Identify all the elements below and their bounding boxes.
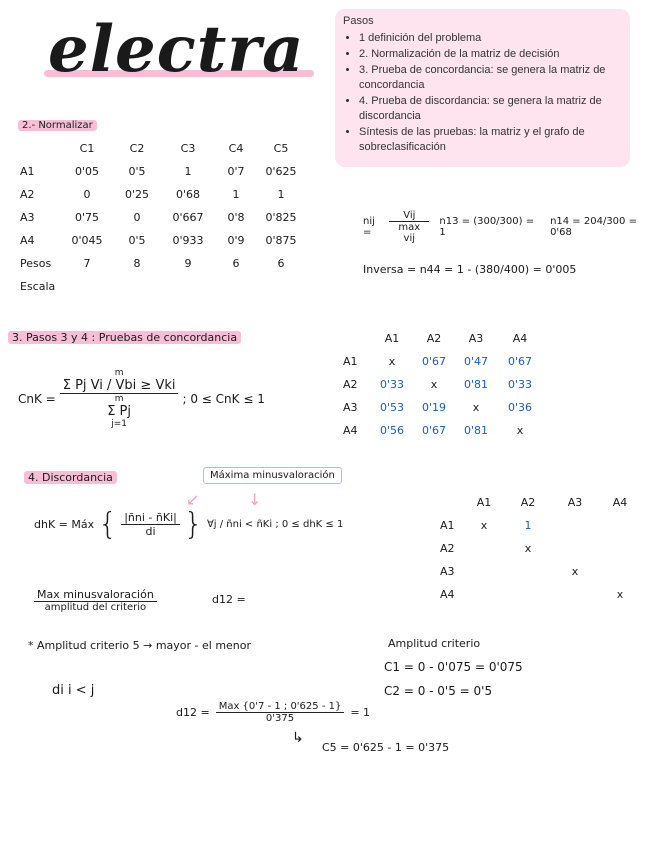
table-row <box>343 373 543 396</box>
table-row <box>440 583 642 606</box>
steps-panel <box>335 9 630 167</box>
table-cell: 0'67 <box>507 355 533 368</box>
ratio-definition <box>34 588 157 613</box>
row-label: A3 <box>20 211 35 224</box>
formula-fraction <box>60 368 179 429</box>
table-cell: 0'045 <box>71 234 103 247</box>
table-cell: 0'81 <box>463 424 489 437</box>
table-row <box>20 252 304 275</box>
table-cell: 6 <box>232 257 240 270</box>
row-label: A2 <box>20 188 35 201</box>
table-cell: 0'36 <box>507 401 533 414</box>
table-row <box>440 514 642 537</box>
table-cell: 0'19 <box>421 401 447 414</box>
table-cell: 0'875 <box>265 234 297 247</box>
column-header: A1 <box>384 332 400 345</box>
table-cell: x <box>524 542 532 555</box>
table-cell: x <box>516 424 524 437</box>
table-cell <box>504 583 552 606</box>
amplitude-line: C1 = 0 - 0'075 = 0'075 <box>384 660 523 674</box>
formula-fraction <box>121 511 180 538</box>
table-cell: x <box>616 588 624 601</box>
normalization-formula <box>363 210 656 244</box>
table-cell: 0'5 <box>128 234 146 247</box>
table-cell <box>464 583 504 606</box>
table-row <box>440 560 642 583</box>
table-cell: x <box>472 401 480 414</box>
table-cell <box>598 560 642 583</box>
section-4-heading: 4. Discordancia <box>24 471 117 484</box>
formula-result: = 1 <box>350 706 371 719</box>
table-cell: 7 <box>83 257 91 270</box>
amplitude-line: C5 = 0'625 - 1 = 0'375 <box>322 741 450 754</box>
concordance-matrix <box>343 327 543 442</box>
table-cell: 0'9 <box>227 234 245 247</box>
table-cell: 0'05 <box>74 165 100 178</box>
table-row <box>20 183 304 206</box>
formula-denominator: max vij <box>398 222 421 244</box>
formula-numerator: Vij <box>389 210 429 222</box>
discordance-matrix <box>440 491 642 606</box>
row-label: A3 <box>440 565 455 578</box>
row-label: A3 <box>343 401 358 414</box>
formula-numerator: Σ Pj Vi / Vbi ≥ Vki <box>60 378 179 394</box>
section-2-heading: 2.- Normalizar <box>18 120 97 131</box>
table-cell: 6 <box>277 257 285 270</box>
table-cell: 0'625 <box>265 165 297 178</box>
formula-numerator: Max {0'7 - 1 ; 0'625 - 1} <box>216 701 345 713</box>
table-cell <box>552 514 598 537</box>
column-header: A4 <box>512 332 528 345</box>
formula-denominator: amplitud del criterio <box>44 602 147 613</box>
page-title: electra <box>48 12 305 87</box>
table-cell: 0 <box>83 188 91 201</box>
normalized-matrix <box>20 137 304 298</box>
section-3-heading: 3. Pasos 3 y 4 : Pruebas de concordancia <box>8 331 241 344</box>
table-cell: 0'81 <box>463 378 489 391</box>
table-cell: 1 <box>524 519 532 532</box>
concordance-formula <box>18 368 265 429</box>
formula-fraction <box>389 210 429 244</box>
table-row <box>343 419 543 442</box>
table-cell: x <box>480 519 488 532</box>
table-cell <box>598 537 642 560</box>
table-row <box>440 537 642 560</box>
sum-upper-limit: m <box>114 368 124 378</box>
formula-lhs: CnK = <box>18 391 56 406</box>
row-label: A1 <box>343 355 358 368</box>
table-row <box>20 275 304 298</box>
inverse-formula: Inversa = n44 = 1 - (380/400) = 0'005 <box>363 263 577 276</box>
table-cell: 0'7 <box>227 165 245 178</box>
table-row <box>343 396 543 419</box>
table-cell <box>598 514 642 537</box>
formula-numerator: Max minusvaloración <box>34 588 157 602</box>
formula-example: n14 = 204/300 = 0'68 <box>550 216 637 238</box>
table-cell: 9 <box>184 257 192 270</box>
table-cell: 0'75 <box>74 211 100 224</box>
table-cell: x <box>388 355 396 368</box>
arrow-icon: ↳ <box>292 730 304 746</box>
step-item: • 3. Prueba de concordancia: se genera la matriz de concordancia <box>359 63 622 93</box>
row-label: A2 <box>343 378 358 391</box>
table-cell: 0'47 <box>463 355 489 368</box>
column-header: A2 <box>426 332 442 345</box>
table-cell: 0'53 <box>379 401 405 414</box>
table-row <box>20 229 304 252</box>
table-cell <box>552 583 598 606</box>
table-row <box>20 206 304 229</box>
table-cell: 0'667 <box>172 211 204 224</box>
step-item: • 1 definición del problema <box>359 31 622 46</box>
row-label: Escala <box>20 280 56 293</box>
row-label: A1 <box>440 519 455 532</box>
table-cell: 0'25 <box>124 188 150 201</box>
formula-lhs: d12 = <box>176 706 210 719</box>
table-cell: 1 <box>232 188 240 201</box>
table-cell: 0 <box>133 211 141 224</box>
amplitude-heading: Amplitud criterio <box>388 637 481 650</box>
brace-close: } <box>183 507 203 542</box>
column-header: A4 <box>612 496 628 509</box>
formula-denominator: di <box>145 525 156 538</box>
table-cell: 0'67 <box>421 424 447 437</box>
column-header: A3 <box>468 332 484 345</box>
table-cell: 0'5 <box>128 165 146 178</box>
callout-box: Máxima minusvaloración <box>203 467 342 484</box>
formula-denominator: Σ Pj <box>107 404 132 419</box>
row-label: A2 <box>440 542 455 555</box>
table-cell: 0'33 <box>507 378 533 391</box>
table-cell <box>464 537 504 560</box>
brace-open: { <box>98 507 118 542</box>
formula-fraction <box>34 588 157 613</box>
discordance-formula <box>34 507 343 542</box>
row-label: A1 <box>20 165 35 178</box>
table-header-row <box>20 137 304 160</box>
table-cell: x <box>571 565 579 578</box>
table-cell <box>552 537 598 560</box>
row-label: A4 <box>20 234 35 247</box>
column-header: C5 <box>273 142 289 155</box>
table-row <box>343 350 543 373</box>
formula-denominator: 0'375 <box>265 713 295 724</box>
column-header: A3 <box>567 496 583 509</box>
table-row <box>20 160 304 183</box>
step-item: • Síntesis de las pruebas: la matriz y el grafo de sobreclasificación <box>359 125 622 155</box>
table-cell <box>504 560 552 583</box>
steps-list <box>343 31 622 155</box>
table-cell: 8 <box>133 257 141 270</box>
arrow-icon: ↓ <box>248 490 262 509</box>
formula-numerator: |ñni - ñKi| <box>121 511 180 525</box>
formula-example: n13 = (300/300) = 1 <box>439 216 535 238</box>
column-header: C3 <box>180 142 196 155</box>
column-header: A1 <box>476 496 492 509</box>
arrow-icon: ↙ <box>186 490 200 509</box>
d12-formula <box>176 701 370 724</box>
formula-fraction <box>216 701 345 724</box>
table-cell: 0'56 <box>379 424 405 437</box>
formula-tail: ; 0 ≤ CnK ≤ 1 <box>182 391 265 406</box>
column-header: C2 <box>129 142 145 155</box>
column-header: A2 <box>520 496 536 509</box>
steps-heading: Pasos <box>343 15 374 27</box>
d12-label: d12 = <box>212 593 246 606</box>
table-cell: 0'33 <box>379 378 405 391</box>
amplitude-line: C2 = 0 - 0'5 = 0'5 <box>384 684 493 698</box>
row-label: A4 <box>343 424 358 437</box>
sum-upper-limit: m <box>114 394 124 404</box>
table-cell: 0'933 <box>172 234 204 247</box>
column-header: C1 <box>79 142 95 155</box>
row-label: Pesos <box>20 257 52 270</box>
amplitude-note: * Amplitud criterio 5 → mayor - el menor <box>28 639 252 652</box>
column-header: C4 <box>228 142 244 155</box>
table-header-row <box>343 327 543 350</box>
table-cell: 0'825 <box>265 211 297 224</box>
table-cell: 0'68 <box>175 188 201 201</box>
row-label: A4 <box>440 588 455 601</box>
table-cell: 0'67 <box>421 355 447 368</box>
table-cell: 0'8 <box>227 211 245 224</box>
table-cell: 1 <box>184 165 192 178</box>
table-cell: 1 <box>277 188 285 201</box>
formula-lhs: dhK = Máx <box>34 518 95 531</box>
table-header-row <box>440 491 642 514</box>
sum-lower-limit: j=1 <box>111 419 127 429</box>
dij-label: di i < j <box>52 683 95 698</box>
table-cell <box>464 560 504 583</box>
step-item: • 2. Normalización de la matriz de decisión <box>359 47 622 62</box>
step-item: • 4. Prueba de discordancia: se genera la matriz de discordancia <box>359 94 622 124</box>
formula-lhs: nij = <box>363 216 375 238</box>
formula-tail: ∀j / ñni < ñKi ; 0 ≤ dhK ≤ 1 <box>206 519 344 530</box>
table-cell: x <box>430 378 438 391</box>
